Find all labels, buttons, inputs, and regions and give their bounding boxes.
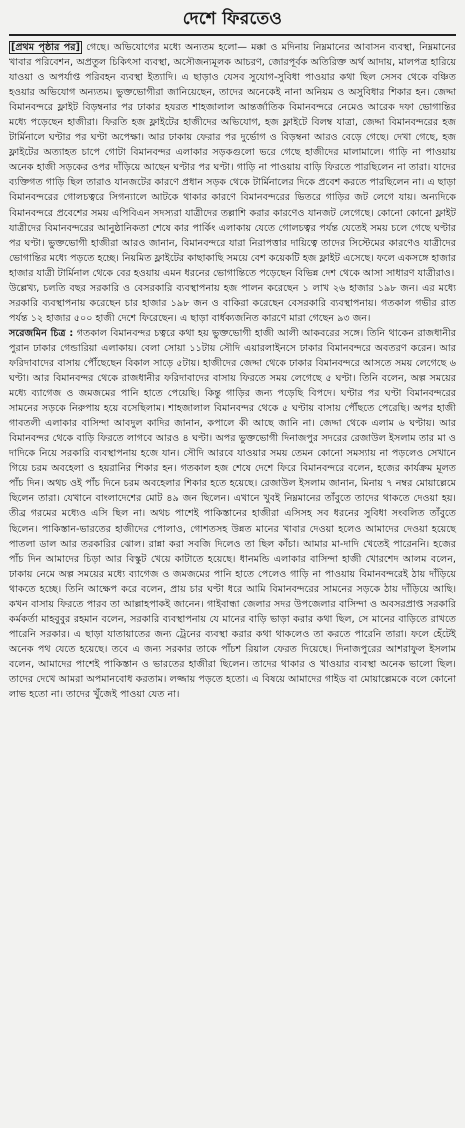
continuation-marker: [প্রথম পৃষ্ঠার পর] [11, 42, 80, 53]
article-body [9, 40, 456, 702]
article-headline: দেশে ফিরতেও [182, 9, 283, 29]
paragraph-statistics: উল্লেখ্য, চলতি বছর সরকারি ও বেসরকারি ব্যবস্থাপনায় হজ পালন করেছেন ১ লাখ ২৬ হাজার ১৯৮ জন। এর মধ্যে সরকারি ব্যবস্থাপনায় করেছেন চার হাজার ১৯৮ জন ও বাকিরা করেছেন বেসরকারি ব্যবস্থাপনায়। গতকাল গভীর রাত পর্যন্ত ১২ হাজার ৫০০ হাজী দেশে ফিরেছেন। এ ছাড়া বার্ধক্যজনিত কারণে মারা গেছেন ৯৩ জন। [9, 282, 456, 324]
paragraph-intro [9, 40, 456, 281]
paragraph-text: গতকাল বিমানবন্দর চত্বরে কথা হয় ভুক্তভোগী হাজী আলী আকবরের সঙ্গে। তিনি থাকেন রাজধানীর পুরান ঢাকার গেন্ডারিয়া এলাকায়। বেলা সোয়া ১১টায় সৌদি এয়ারলাইনসে ঢাকার বিমানবন্দরে অবতরণ করেন। আর ফরিদাবাদের বাসায় পৌঁছেছেন বিকাল সাড়ে ৫টায়। হাজীদের জেদ্দা থেকে ঢাকার বিমানবন্দরে আসতে সময় লেগেছে ৬ ঘণ্টা। আর বিমানবন্দর থেকে রাজধানীর ফরিদাবাদের বাসায় ফিরতে সময় লেগেছে ৫ ঘণ্টা। তিনি বলেন, অল্প সময়ের মধ্যে ব্যাগেজ ও জমজমের পানি হাতে পেয়েছি। কিন্তু গাড়ির জন্য পড়েছি বিপদে। ঘণ্টার পর ঘণ্টা বিমানবন্দরের সামনের সড়কে নিরুপায় হয়ে বসেছিলাম। শাহজালাল বিমানবন্দর থেকে ৫ ঘণ্টায় বাসায় পৌঁছতে পেরেছি। অপর হাজী গাবতলী এলাকার বাসিন্দা আবদুল কাদির জানান, কপালে কী আছে জানি না। জেদ্দা থেকে এলাম ৬ ঘণ্টায়। আর বিমানবন্দর থেকে বাড়ি ফিরতে লাগবে আরও ৪ ঘণ্টা। অপর ভুক্তভোগী দিনাজপুর সদরের রেজাউল ইসলাম তার মা ও দাদিকে নিয়ে সরকারি ব্যবস্থাপনায় হজে যান। সৌদি আরবে যাওয়ার সময় তেমন কোনো সমস্যায় না পড়লেও সেখানে গিয়ে চরম অবহেলা ও হয়রানির শিকার হন। গতকাল হজ শেষে দেশে ফিরে বিমানবন্দরে বলেন, হজের কার্যক্রম মূলত পাঁচ দিন। অথচ ওই পাঁচ দিনে চরম অবহেলার শিকার হতে হয়েছে। রেজাউল ইসলাম জানান, মিনায় ৭ নম্বর মোয়াল্লেমে ছিলেন তারা। যেখানে বাংলাদেশের মোট ৪৯ জন ছিলেন। এখানে খুবই নিম্নমানের তাঁবুতে তাদের থাকতে দেওয়া হয়। তীব্র গরমের মধ্যেও এসি ছিল না। অথচ পাশেই পাকিস্তানের হাজীরা এসিসহ সব ধরনের সুবিধা সংবলিত তাঁবুতে ছিলেন। পাকিস্তান-ভারতের হাজীদের পোলাও, গোশতসহ উন্নত মানের খাবার দেওয়া হলেও আমাদের দেওয়া হয়েছে পাতলা ডাল আর তরকারির ঝোল। রান্না করা সবজি দিলেও তা ছিল কাঁচা। আমার মা-দাদি খেতেই পারেননি। হজের পাঁচ দিন আমাদের চিড়া আর বিস্কুট খেয়ে কাটাতে হয়েছে। ধানমন্ডি এলাকার বাসিন্দা হাজী খোরশেদ আলম বলেন, ঢাকায় নেমে অল্প সময়ের মধ্যে ব্যাগেজ ও জমজমের পানি হাতে পেলেও গাড়ি না পাওয়ায় বিমানবন্দরেই ঠায় দাঁড়িয়ে থাকতে হচ্ছে। তিনি আক্ষেপ করে বলেন, প্রায় চার ঘণ্টা ধরে আমি বিমানবন্দরের সামনের সড়কে ঠায় দাঁড়িয়ে আছি। কখন বাসায় ফিরতে পারব তা আল্লাহপাকই জানেন। গাইবান্ধা জেলার সদর উপজেলার বাসিন্দা ও অবসরপ্রাপ্ত সরকারি কর্মকর্তা মাহবুবুর রহমান বলেন, সরকারি ব্যবস্থাপনায় যে মানের বাড়ি ভাড়া করার কথা ছিল, সে মানের বাড়িতে রাখতে পারেনি সরকার। এ ছাড়া যাতায়াতের জন্য ট্রেনের ব্যবস্থা করার কথা থাকলেও তা করতে পারেনি তারা। ফলে হেঁটেই অনেক পথ যেতে হয়েছে। তবে এ জন্য সরকার তাকে পাঁচশ রিয়াল ফেরত দিয়েছে। দিনাজপুরের আশরাফুল ইসলাম বলেন, আমাদের পাশেই পাকিস্তান ও ভারতের হাজীরা ছিলেন। তাদের থাকার ও খাওয়ার ব্যবস্থা অনেক ভালো ছিল। তাদের দেখে আমরা অপমানবোধ করতাম। লজ্জায় পড়তে হতো। এ বিষয়ে আমাদের গাইড বা মোয়াল্লেমকে বলে কোনো লাভ হতো না। তাদের খুঁজেই পাওয়া যেত না। [9, 327, 456, 701]
paragraph-text: গেছে। অভিযোগের মধ্যে অন্যতম হলো— মক্কা ও মদিনায় নিম্নমানের আবাসন ব্যবস্থা, নিম্নমানের খাবার পরিবেশন, অপ্রতুল চিকিৎসা ব্যবস্থা, অসৌজন্যমূলক আচরণ, জোরপূর্বক অতিরিক্ত অর্থ আদায়, মালপত্র হারিয়ে যাওয়া ও অপর্যাপ্ত পরিবহন ব্যবস্থা ইত্যাদি। এ ছাড়াও যেসব সুযোগ-সুবিধা পাওয়ার কথা ছিল সেসব থেকে বঞ্চিত হওয়ার অভিযোগ অন্যতম। ভুক্তভোগীরা জানিয়েছেন, তাদের অনেকেই নানা অনিয়ম ও অসুবিধার শিকার হন। জেদ্দা বিমানবন্দরে ফ্লাইট বিড়ম্বনার পর ঢাকার হযরত শাহজালাল আন্তর্জাতিক বিমানবন্দরে নেমেও আরেক দফা ভোগান্তির মধ্যে পড়েছেন হাজীরা। ফিরতি হজ ফ্লাইটের হাজীদের অভিযোগ, হজ ফ্লাইটে বিলম্ব যাত্রা, জেদ্দা বিমানবন্দরের হজ টার্মিনালে ঘণ্টার পর ঘণ্টা অপেক্ষা। আর ঢাকায় ফেরার পর দুর্ভোগ ও বিড়ম্বনা আরও বেড়ে গেছে। দেখা গেছে, হজ ফ্লাইটের অত্যাহত চাপে গোটা বিমানবন্দর এলাকার সড়কগুলো ভরে গেছে হাজীদের মালামালে। গাড়ি না পাওয়ায় অনেক হাজী সড়কের ওপর দাঁড়িয়ে আছেন ঘণ্টার পর ঘণ্টা। গাড়ি না পাওয়ায় বাড়ি ফিরতে পারছিলেন না তারা। যাদের ব্যক্তিগত গাড়ি ছিল তারাও যানজটের কারণে প্রধান সড়ক থেকে টার্মিনালের দিকে প্রবেশ করতে পারছিলেন না। এ ছাড়া বিমানবন্দরের গোলচত্বরে সিগন্যালে আটকে থাকার কারণে বিমানবন্দরের ভিতরে গাড়ির জট লেগে যায়। অন্যদিকে বিমানবন্দরে প্রবেশের সময় এপিবিএন সদস্যরা যাত্রীদের তল্লাশি করার কারণেও যানজট লেগেছে। কোনো কোনো ফ্লাইট যাত্রীদের বিমানবন্দরের আনুষ্ঠানিকতা শেষে কার পার্কিং এলাকায় যেতে গোলচত্বর পর্যন্ত যেতেই সময় চলে গেছে ঘণ্টার পর ঘণ্টা। ভুক্তভোগী হাজীরা আরও জানান, বিমানবন্দরে যারা নিরাপত্তার দায়িত্বে তাদের সিস্টেমের কারণেও যাত্রীদের ভোগান্তির মধ্যে পড়তে হচ্ছে। নিয়মিত ফ্লাইটের কাছাকাছি সময়ে বেশ কয়েকটি হজ ফ্লাইট এসেছে। ফলে একসঙ্গে হাজার হাজার যাত্রী টার্মিনাল থেকে বের হওয়ায় এমন ধরনের ভোগান্তিতে পড়েছেন বিভিন্ন দেশ থেকে আসা সাধারণ যাত্রীরাও। [9, 42, 456, 279]
headline-divider [9, 34, 456, 36]
section-lead: সরেজমিন চিত্র : [9, 327, 74, 339]
paragraph-ground-report [9, 326, 456, 702]
